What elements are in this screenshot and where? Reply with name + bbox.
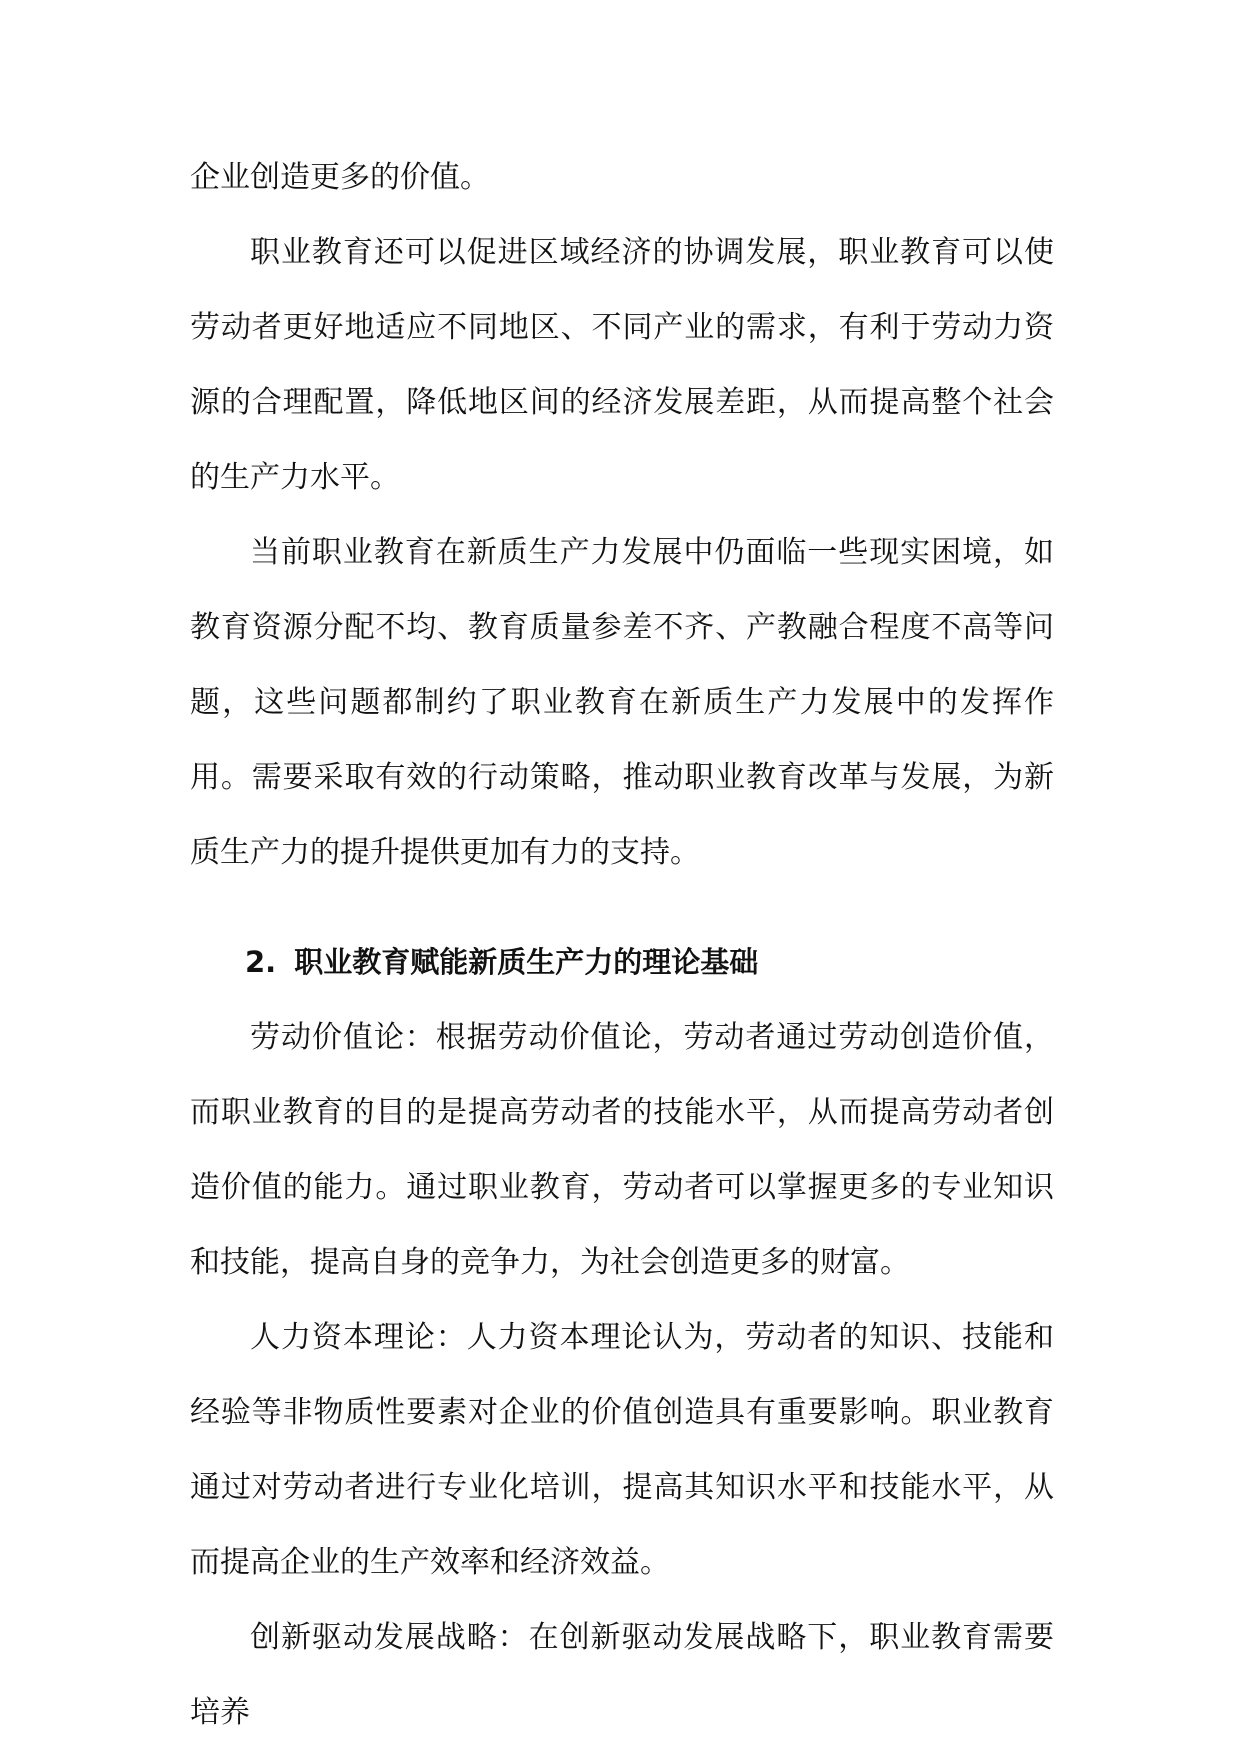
section-title: 职业教育赋能新质生产力的理论基础 [294,945,759,979]
paragraph-continuation: 企业创造更多的价值。 [190,160,490,195]
paragraph-human-capital-theory: 人力资本理论：人力资本理论认为，劳动者的知识、技能和经验等非物质性要素对企业的价值创造具有重要影响。职业教育通过对劳动者进行专业化培训，提高其知识水平和技能水平，从而提高企业的生产效率和经济效益。 [190,1320,1054,1580]
document-body [190,140,1054,1750]
section-heading [190,925,1054,1000]
paragraph-regional-development: 职业教育还可以促进区域经济的协调发展，职业教育可以使劳动者更好地适应不同地区、不同产业的需求，有利于劳动力资源的合理配置，降低地区间的经济发展差距，从而提高整个社会的生产力水平。 [190,235,1054,495]
paragraph-labor-value-theory: 劳动价值论：根据劳动价值论，劳动者通过劳动创造价值，而职业教育的目的是提高劳动者的技能水平，从而提高劳动者创造价值的能力。通过职业教育，劳动者可以掌握更多的专业知识和技能，提高自身的竞争力，为社会创造更多的财富。 [190,1020,1054,1280]
paragraph-innovation-strategy: 创新驱动发展战略：在创新驱动发展战略下，职业教育需要培养 [190,1620,1054,1730]
section-number: 2. [245,945,277,979]
paragraph-current-difficulties: 当前职业教育在新质生产力发展中仍面临一些现实困境，如教育资源分配不均、教育质量参差不齐、产教融合程度不高等问题，这些问题都制约了职业教育在新质生产力发展中的发挥作用。需要采取有效的行动策略，推动职业教育改革与发展，为新质生产力的提升提供更加有力的支持。 [190,535,1054,870]
